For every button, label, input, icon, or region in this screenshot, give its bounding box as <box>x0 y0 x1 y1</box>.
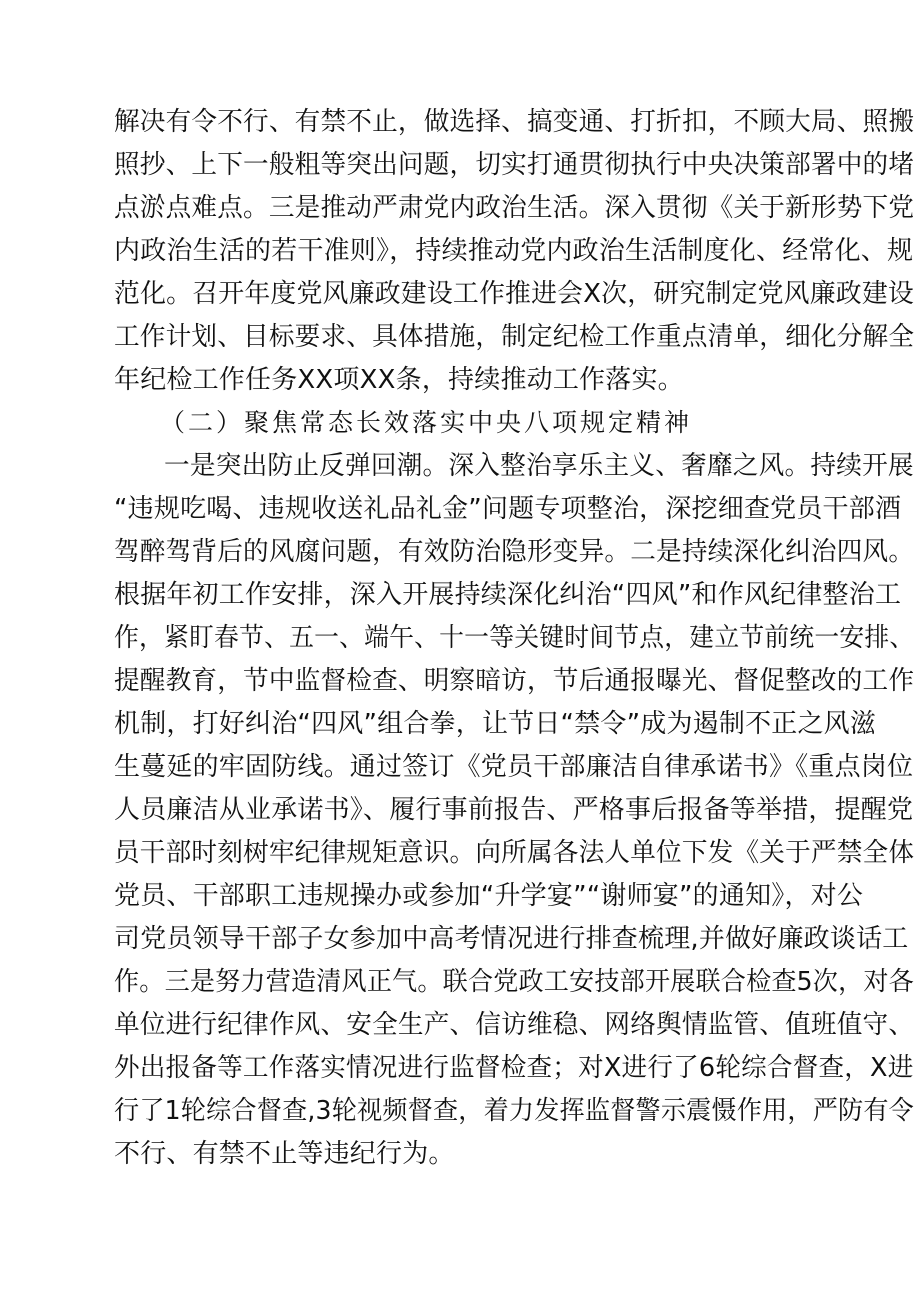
text-line: 生蔓延的牢固防线。通过签订《党员干部廉洁自律承诺书》《重点岗位 <box>114 752 914 782</box>
text-line: 内政治生活的若干准则》，持续推动党内政治生活制度化、经常化、规 <box>114 236 914 266</box>
text-line: 一是突出防止反弹回潮。深入整治享乐主义、奢靡之风。持续开展 <box>164 451 914 481</box>
text-line: 作，紧盯春节、五一、端午、十一等关键时间节点，建立节前统一安排、 <box>114 623 915 653</box>
text-line: 司党员领导干部子女参加中高考情况进行排查梳理,并做好廉政谈话工 <box>114 924 909 954</box>
text-line: 员干部时刻树牢纪律规矩意识。向所属各法人单位下发《关于严禁全体 <box>114 838 915 868</box>
text-line: 不行、有禁不止等违纪行为。 <box>114 1139 455 1169</box>
text-line: 单位进行纪律作风、安全生产、信访维稳、网络舆情监管、值班值守、 <box>114 1010 915 1040</box>
text-line: 范化。召开年度党风廉政建设工作推进会X次，研究制定党风廉政建设 <box>114 279 914 309</box>
text-line: 机制，打好纠治“四风”组合拳，让节日“禁令”成为遏制不正之风滋 <box>114 709 877 739</box>
text-line: 点淤点难点。三是推动严肃党内政治生活。深入贯彻《关于新形势下党 <box>114 193 915 223</box>
text-line: 工作计划、目标要求、具体措施，制定纪检工作重点清单，细化分解全 <box>114 322 915 352</box>
text-line: 外出报备等工作落实情况进行监督检查；对X进行了6轮综合督查，X进 <box>114 1053 914 1083</box>
text-line: 作。三是努力营造清风正气。联合党政工安技部开展联合检查5次，对各 <box>114 967 914 997</box>
section-heading: （二）聚焦常态长效落实中央八项规定精神 <box>160 408 693 437</box>
text-line: 行了1轮综合督查,3轮视频督查，着力发挥监督警示震慑作用，严防有令 <box>114 1096 914 1126</box>
text-line: “违规吃喝、违规收送礼品礼金”问题专项整治，深挖细查党员干部酒 <box>114 494 902 524</box>
text-line: 根据年初工作安排，深入开展持续深化纠治“四风”和作风纪律整治工 <box>114 580 902 610</box>
text-line: 解决有令不行、有禁不止，做选择、搞变通、打折扣，不顾大局、照搬 <box>114 107 915 137</box>
text-line: 年纪检工作任务XX项XX条，持续推动工作落实。 <box>114 365 684 395</box>
text-line: 提醒教育，节中监督检查、明察暗访，节后通报曝光、督促整改的工作 <box>114 666 915 696</box>
text-line: 照抄、上下一般粗等突出问题，切实打通贯彻执行中央决策部署中的堵 <box>114 150 915 180</box>
text-line: 党员、干部职工违规操办或参加“升学宴”“谢师宴”的通知》，对公 <box>114 881 864 911</box>
text-line: 人员廉洁从业承诺书》、履行事前报告、严格事后报备等举措，提醒党 <box>114 795 914 825</box>
text-line: 驾醉驾背后的风腐问题，有效防治隐形变异。二是持续深化纠治四风。 <box>114 537 915 567</box>
